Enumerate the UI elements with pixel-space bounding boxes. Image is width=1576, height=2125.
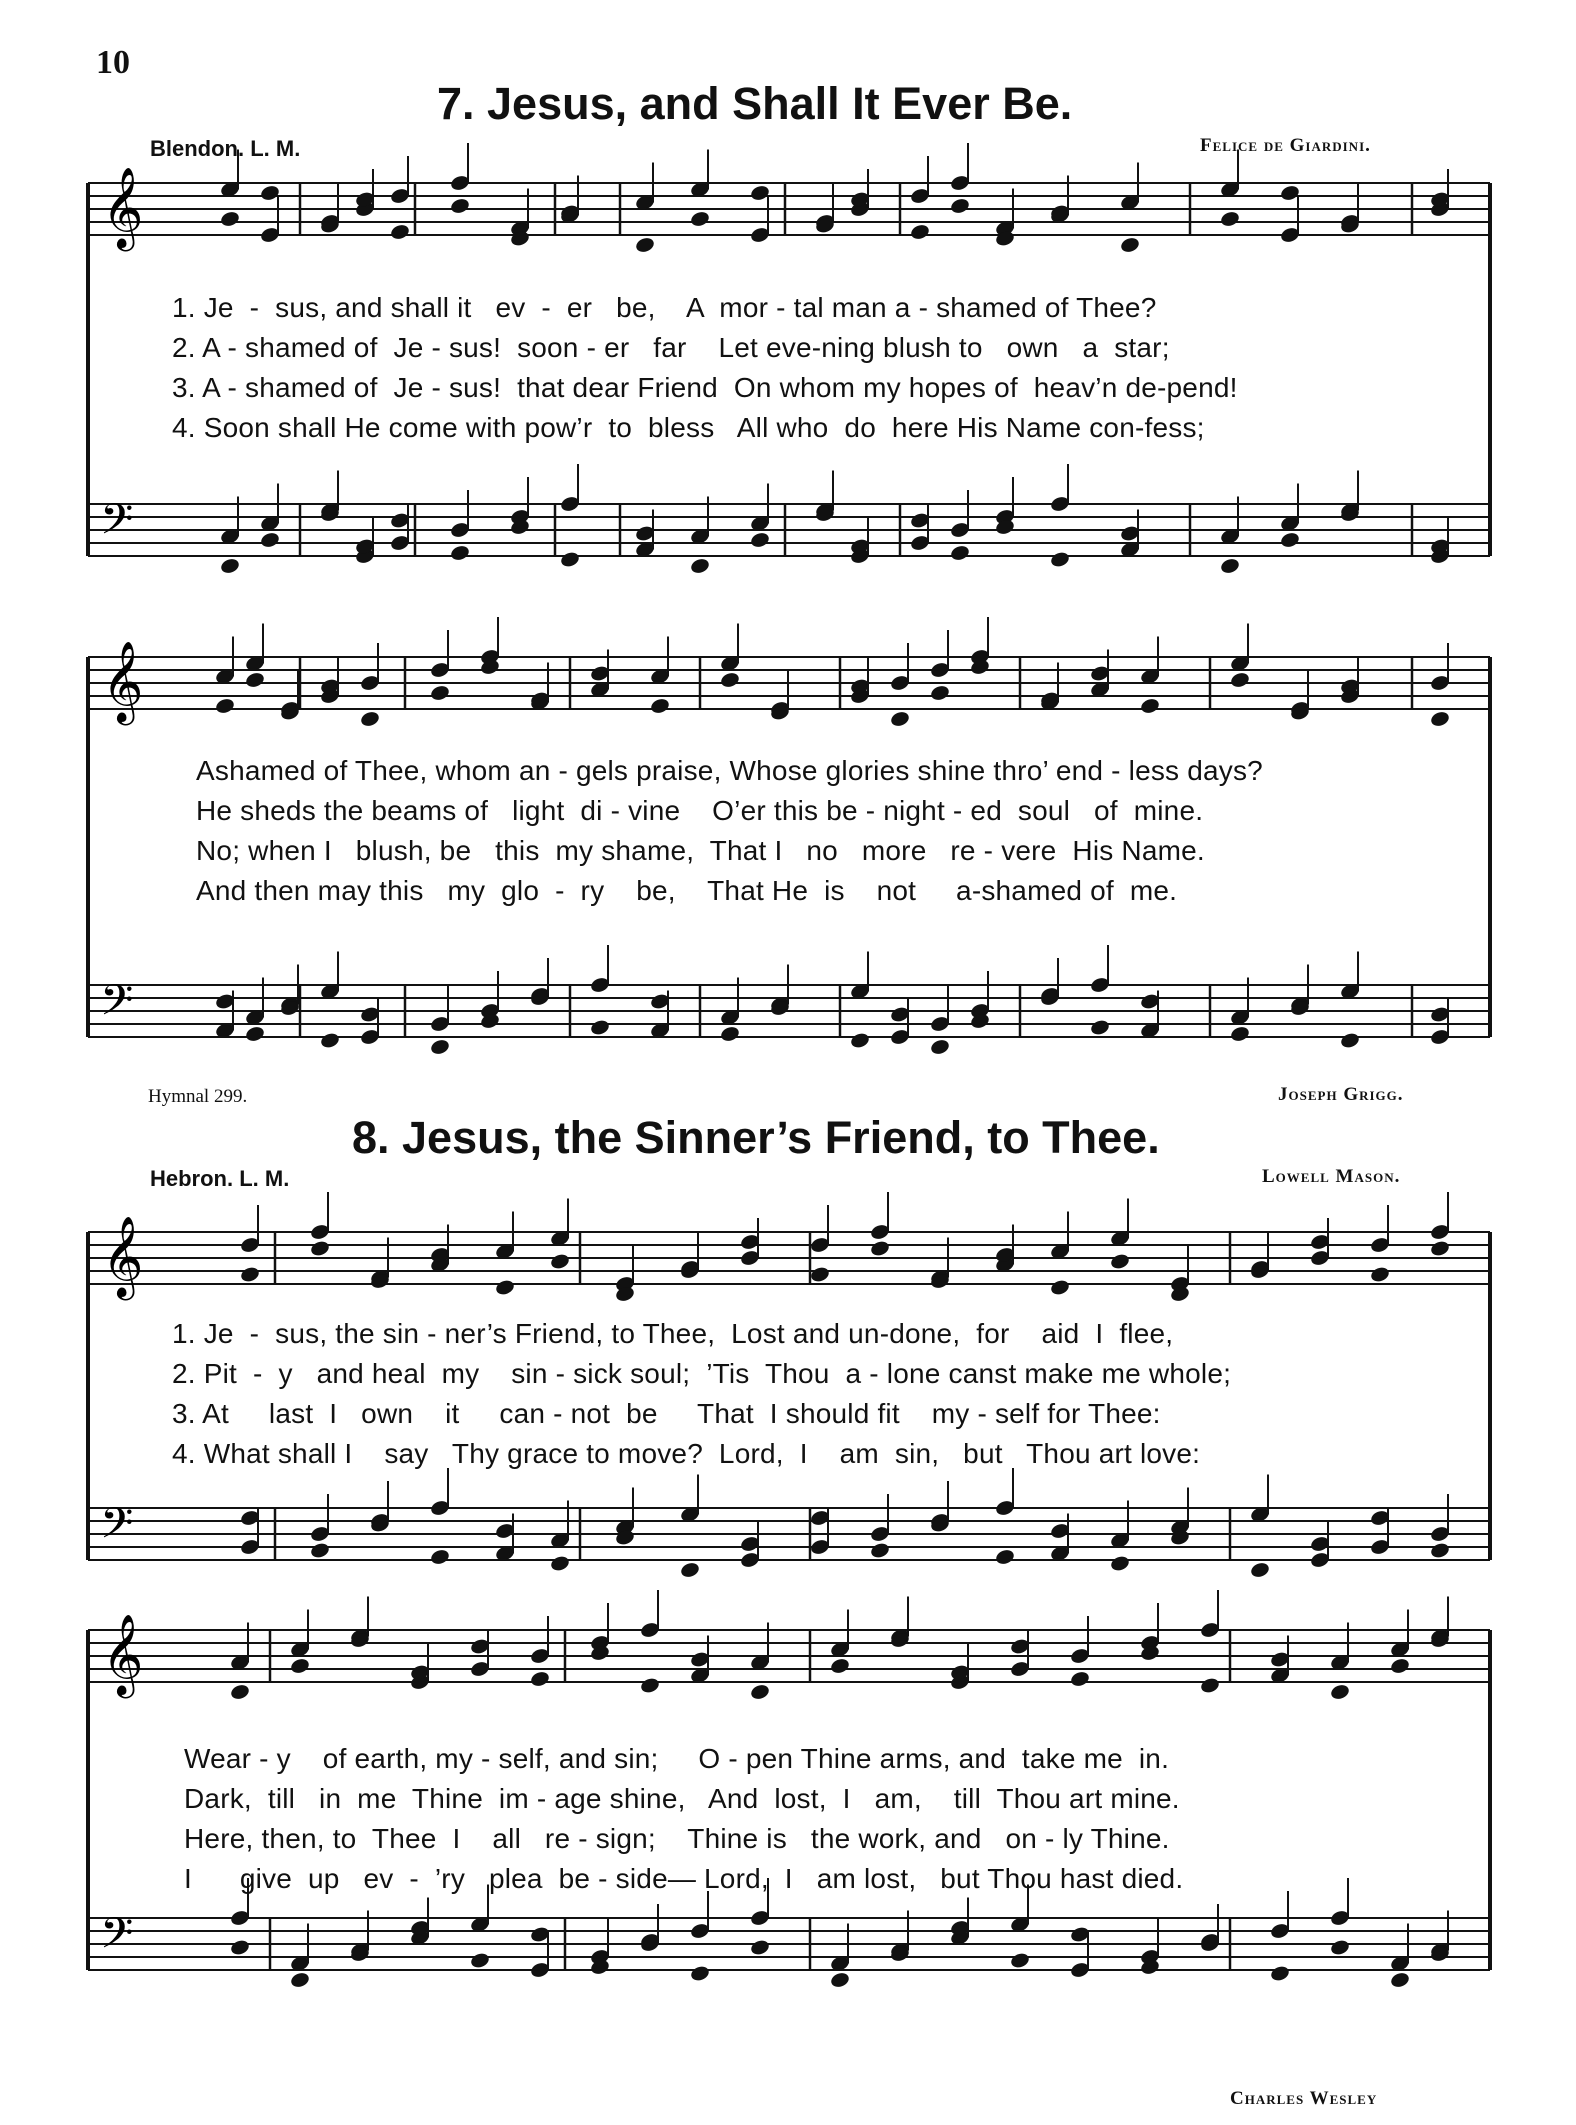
note-head bbox=[309, 1541, 330, 1559]
note-head bbox=[239, 1265, 260, 1283]
lyric-line: 4. What shall I say Thy grace to move? Lord, I am sin, but Thou art love: bbox=[172, 1438, 1201, 1469]
note-head bbox=[319, 1031, 340, 1049]
note-head bbox=[289, 1971, 310, 1989]
note-head bbox=[689, 557, 710, 575]
note-head bbox=[749, 1938, 770, 1956]
note-head bbox=[949, 544, 970, 562]
note-head bbox=[869, 1541, 890, 1559]
page-number: 10 bbox=[96, 44, 130, 81]
note-head bbox=[1229, 671, 1250, 689]
hymnal-reference: Hymnal 299. bbox=[148, 1086, 248, 1107]
treble-clef-icon: 𝄞 bbox=[102, 166, 144, 248]
note-head bbox=[719, 1025, 740, 1043]
composer-name: Lowell Mason. bbox=[1262, 1166, 1401, 1187]
lyric-line: Ashamed of Thee, whom an - gels praise, Whose glories shine thro’ end - less days? bbox=[196, 755, 1263, 786]
note-head bbox=[549, 1554, 570, 1572]
note-head bbox=[689, 1964, 710, 1982]
note-head bbox=[649, 697, 670, 715]
note-head bbox=[1009, 1951, 1030, 1969]
note-head bbox=[929, 1038, 950, 1056]
lyric-line: 1. Je - sus, and shall it ev - er be, A mor - tal man a - shamed of Thee? bbox=[172, 292, 1157, 323]
tune-name: Blendon. L. M. bbox=[150, 136, 301, 161]
bass-clef-icon: 𝄢 bbox=[100, 976, 134, 1036]
lyric-line: He sheds the beams of light di - vine O’er this be - night - ed soul of mine. bbox=[196, 795, 1204, 826]
treble-clef-icon: 𝄞 bbox=[102, 1215, 144, 1297]
lyric-line: I give up ev - ’ry plea be - side— Lord, I am lost, but Thou hast died. bbox=[184, 1863, 1184, 1894]
note-head bbox=[429, 1038, 450, 1056]
note-head bbox=[994, 1548, 1015, 1566]
note-head bbox=[1199, 1676, 1220, 1694]
note-head bbox=[1109, 1554, 1130, 1572]
note-head bbox=[529, 1670, 550, 1688]
lyric-line: 1. Je - sus, the sin - ner’s Friend, to Thee, Lost and un-done, for aid I flee, bbox=[172, 1318, 1174, 1349]
note-head bbox=[869, 1239, 890, 1257]
note-head bbox=[219, 210, 240, 228]
note-head bbox=[1249, 1561, 1270, 1579]
note-head bbox=[244, 1025, 265, 1043]
note-head bbox=[909, 223, 930, 241]
note-head bbox=[494, 1278, 515, 1296]
author-name: Charles Wesley bbox=[1230, 2088, 1378, 2109]
note-head bbox=[689, 210, 710, 228]
lyric-line: 4. Soon shall He come with pow’r to bless All who do here His Name con-fess; bbox=[172, 412, 1205, 443]
note-head bbox=[309, 1239, 330, 1257]
note-head bbox=[1429, 710, 1450, 728]
note-head bbox=[589, 1018, 610, 1036]
note-head bbox=[749, 531, 770, 549]
note-head bbox=[679, 1561, 700, 1579]
note-head bbox=[1139, 697, 1160, 715]
note-head bbox=[1119, 236, 1140, 254]
note-head bbox=[429, 1548, 450, 1566]
note-head bbox=[1329, 1683, 1350, 1701]
note-head bbox=[1069, 1670, 1090, 1688]
note-head bbox=[1089, 1018, 1110, 1036]
note-head bbox=[1229, 1025, 1250, 1043]
note-head bbox=[469, 1951, 490, 1969]
note-head bbox=[749, 1683, 770, 1701]
note-head bbox=[809, 1265, 830, 1283]
note-head bbox=[829, 1657, 850, 1675]
note-head bbox=[1429, 1541, 1450, 1559]
note-head bbox=[1109, 1252, 1130, 1270]
note-head bbox=[639, 1676, 660, 1694]
note-head bbox=[1269, 1964, 1290, 1982]
lyric-line: Dark, till in me Thine im - age shine, And lost, I am, till Thou art mine. bbox=[184, 1783, 1180, 1814]
note-head bbox=[259, 531, 280, 549]
note-head bbox=[214, 697, 235, 715]
note-head bbox=[229, 1683, 250, 1701]
note-head bbox=[1389, 1657, 1410, 1675]
note-head bbox=[1339, 1031, 1360, 1049]
note-head bbox=[1429, 1239, 1450, 1257]
treble-clef-icon: 𝄞 bbox=[102, 640, 144, 722]
note-head bbox=[244, 671, 265, 689]
hymn-title: 7. Jesus, and Shall It Ever Be. bbox=[437, 78, 1073, 129]
note-head bbox=[289, 1657, 310, 1675]
composer-name: Felice de Giardini. bbox=[1200, 135, 1371, 156]
note-head bbox=[634, 236, 655, 254]
lyric-line: Here, then, to Thee I all re - sign; Thine is the work, and on - ly Thine. bbox=[184, 1823, 1170, 1854]
hymn-title: 8. Jesus, the Sinner’s Friend, to Thee. bbox=[352, 1112, 1160, 1163]
lyric-line: 3. At last I own it can - not be That I should fit my - self for Thee: bbox=[172, 1398, 1161, 1429]
note-head bbox=[219, 557, 240, 575]
note-head bbox=[559, 550, 580, 568]
lyric-line: 3. A - shamed of Je - sus! that dear Friend On whom my hopes of heav’n de-pend! bbox=[172, 372, 1238, 403]
note-head bbox=[429, 684, 450, 702]
note-head bbox=[359, 710, 380, 728]
note-head bbox=[449, 544, 470, 562]
bass-clef-icon: 𝄢 bbox=[100, 1909, 134, 1969]
author-name: Joseph Grigg. bbox=[1278, 1084, 1404, 1105]
lyric-line: Wear - y of earth, my - self, and sin; O - pen Thine arms, and take me in. bbox=[184, 1743, 1170, 1774]
note-head bbox=[719, 671, 740, 689]
lyric-line: No; when I blush, be this my shame, That I no more re - vere His Name. bbox=[196, 835, 1205, 866]
note-head bbox=[1369, 1265, 1390, 1283]
note-head bbox=[229, 1938, 250, 1956]
note-head bbox=[1389, 1971, 1410, 1989]
note-head bbox=[549, 1252, 570, 1270]
bass-clef-icon: 𝄢 bbox=[100, 1499, 134, 1559]
treble-clef-icon: 𝄞 bbox=[102, 1613, 144, 1695]
note-head bbox=[1219, 557, 1240, 575]
note-head bbox=[449, 197, 470, 215]
note-head bbox=[389, 223, 410, 241]
note-head bbox=[929, 684, 950, 702]
note-head bbox=[829, 1971, 850, 1989]
note-head bbox=[1279, 531, 1300, 549]
note-head bbox=[1049, 1278, 1070, 1296]
note-head bbox=[949, 197, 970, 215]
lyric-line: 2. A - shamed of Je - sus! soon - er far Let eve-ning blush to own a star; bbox=[172, 332, 1170, 363]
note-head bbox=[849, 1031, 870, 1049]
note-head bbox=[1219, 210, 1240, 228]
tune-name: Hebron. L. M. bbox=[150, 1166, 290, 1191]
note-head bbox=[1049, 550, 1070, 568]
note-head bbox=[889, 710, 910, 728]
note-head bbox=[1329, 1938, 1350, 1956]
bass-clef-icon: 𝄢 bbox=[100, 495, 134, 555]
lyric-line: And then may this my glo - ry be, That He is not a-shamed of me. bbox=[196, 875, 1178, 906]
lyric-line: 2. Pit - y and heal my sin - sick soul; ’Tis Thou a - lone canst make me whole; bbox=[172, 1358, 1232, 1389]
